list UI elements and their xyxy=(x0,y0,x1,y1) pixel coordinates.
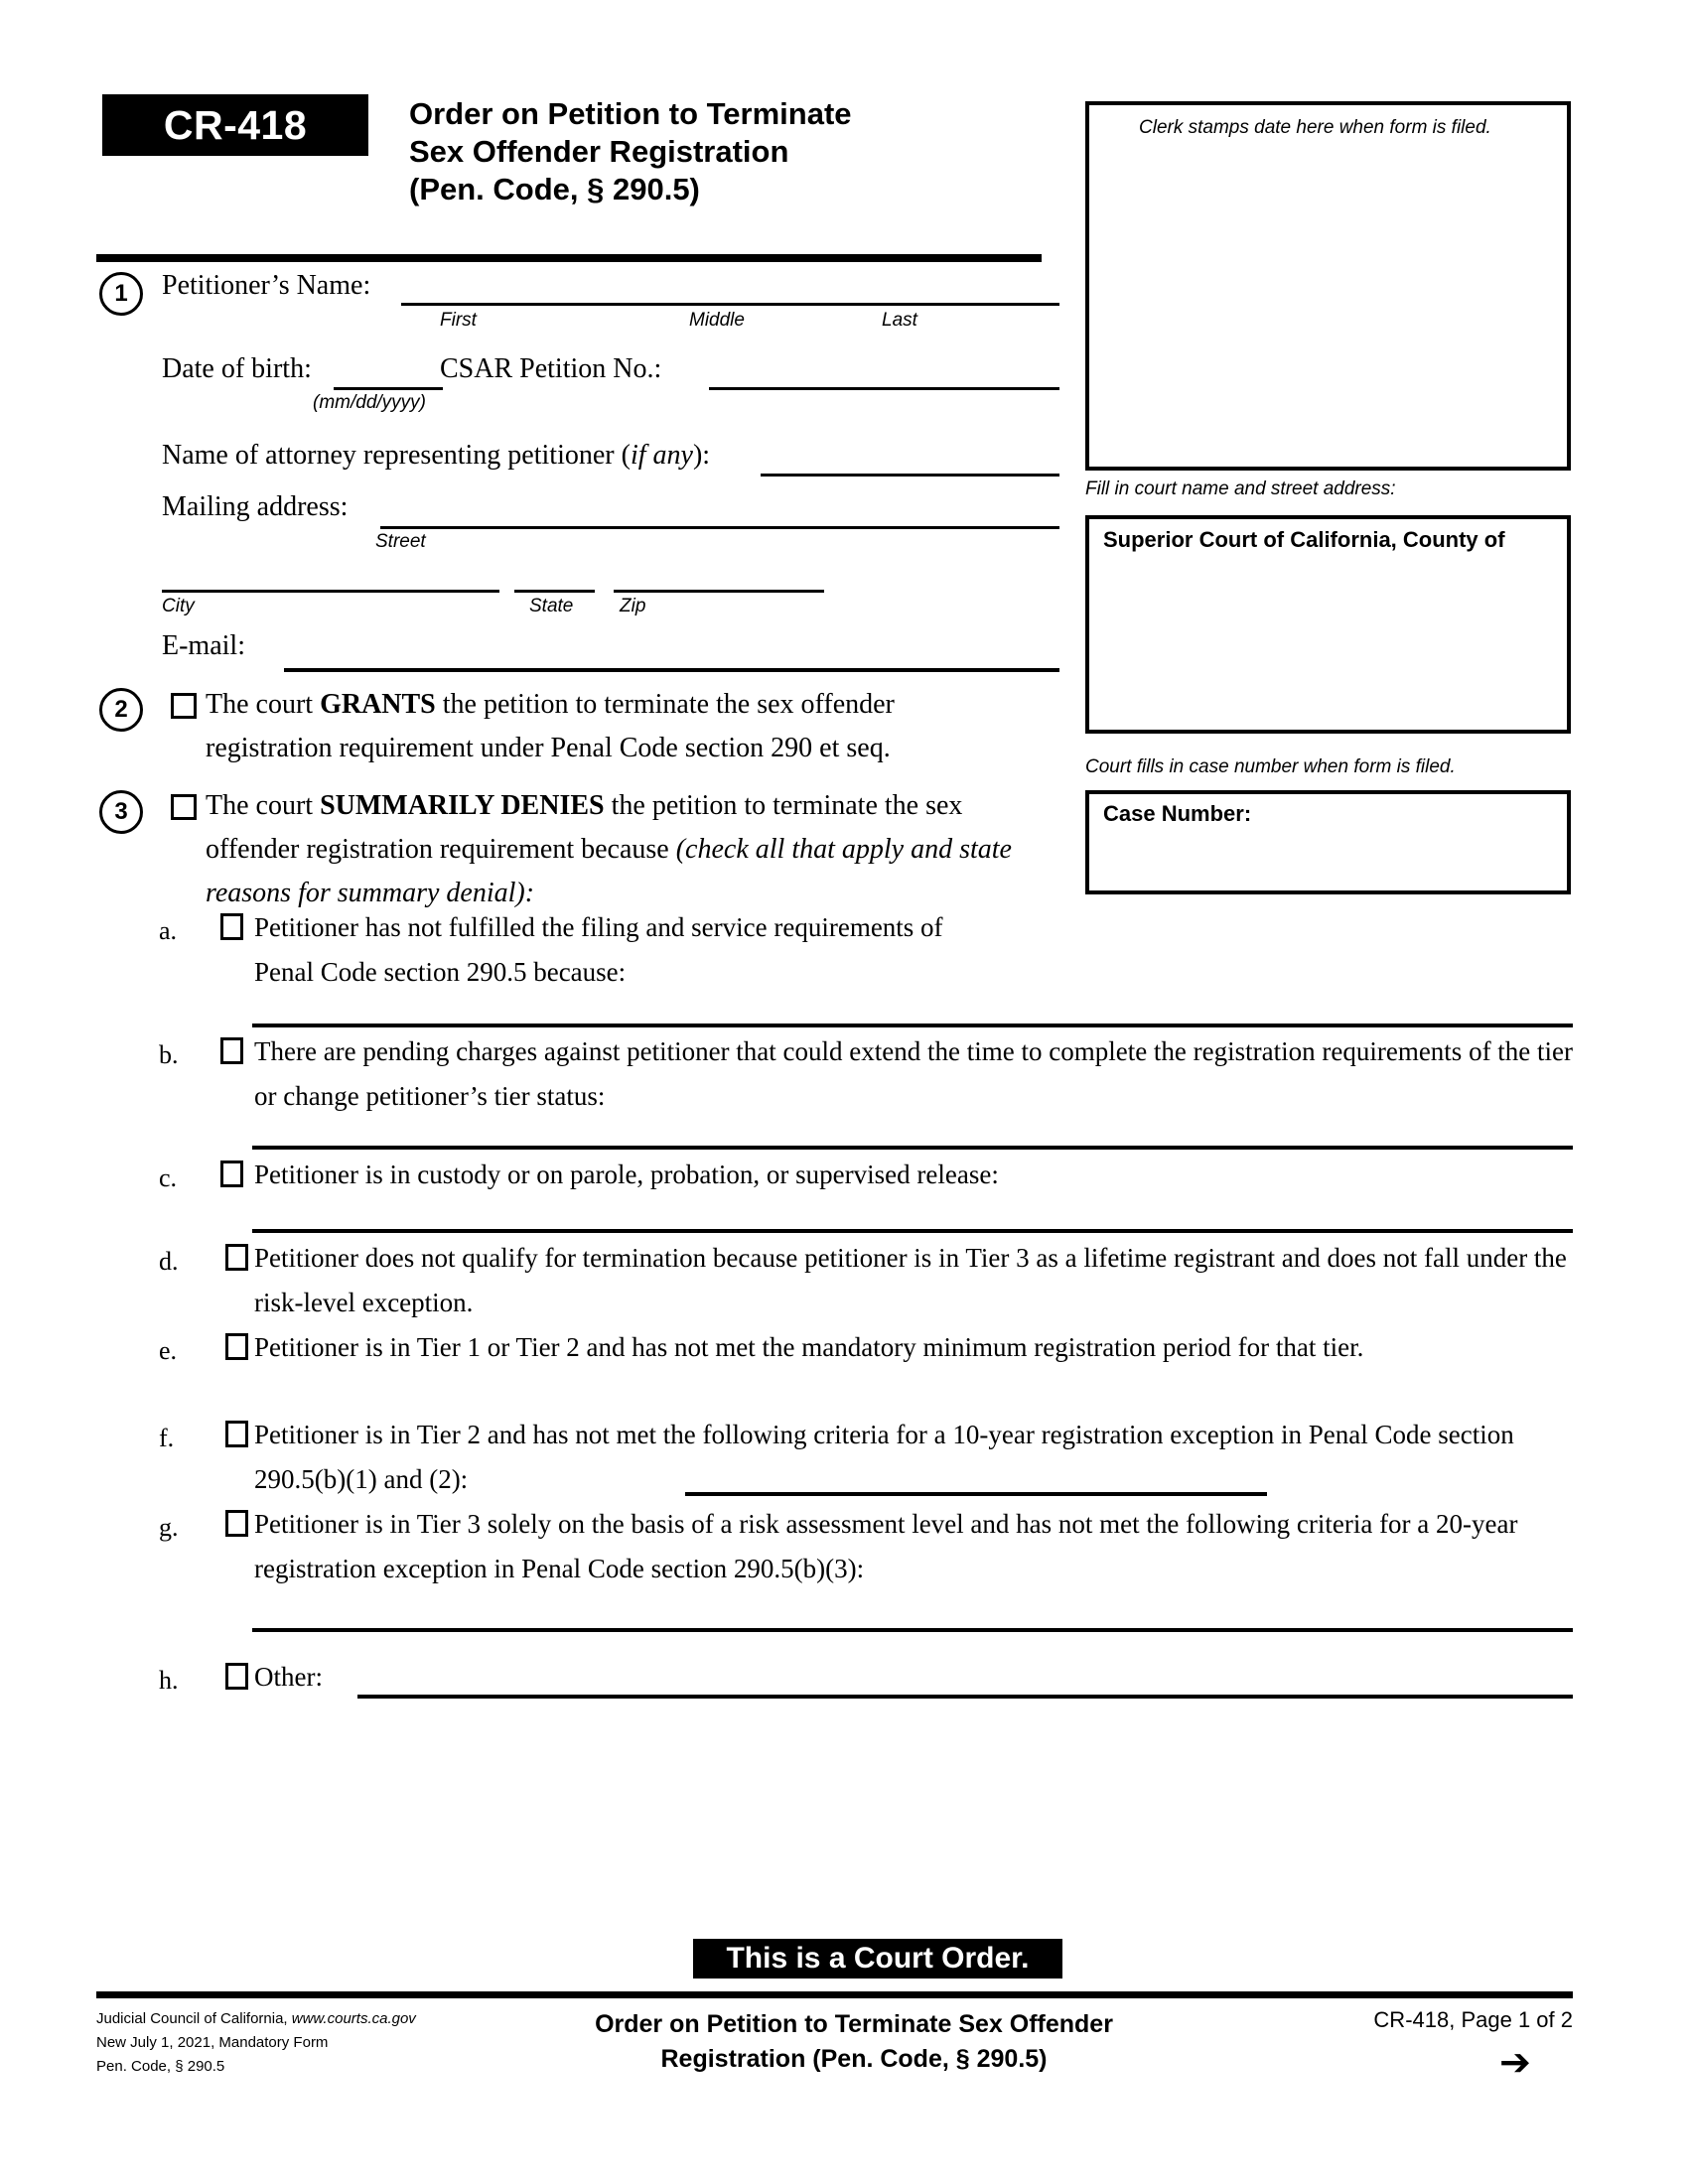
case-number-box[interactable] xyxy=(1085,790,1571,894)
subitem-f-write-in-line[interactable] xyxy=(685,1492,1267,1496)
checkbox-subitem-h[interactable] xyxy=(225,1663,248,1690)
court-name-label: Superior Court of California, County of xyxy=(1103,527,1505,552)
case-number-label: Case Number: xyxy=(1103,801,1252,826)
page-title xyxy=(409,95,1045,207)
footer-center-line-1: Order on Petition to Terminate Sex Offender xyxy=(595,2010,1113,2038)
hint-street: Street xyxy=(375,531,426,552)
item-3-mid: the petition to terminate the sex offender registration requirement because xyxy=(206,790,963,865)
subitem-b-write-in-line[interactable] xyxy=(252,1146,1573,1150)
street-input[interactable] xyxy=(380,526,1059,529)
footer-center-line-2: Registration (Pen. Code, § 290.5) xyxy=(660,2045,1048,2073)
email-input[interactable] xyxy=(284,668,1059,672)
item-3-italic: (check all that apply and state reasons for summary denial): xyxy=(206,834,1012,908)
checkbox-subitem-g[interactable] xyxy=(225,1510,248,1537)
attorney-label-tail: ): xyxy=(692,440,711,471)
hint-last: Last xyxy=(882,310,917,331)
form-number-badge: CR-418 xyxy=(102,94,368,156)
title-line-3: (Pen. Code, § 290.5) xyxy=(409,171,700,206)
subitem-text-g: Petitioner is in Tier 3 solely on the basis of a risk assessment level and has not met the following criteria for a 20-year registration exception in Penal Code section 290.5(b)(3): xyxy=(254,1509,1518,1583)
footer-council-text: Judicial Council of California, xyxy=(96,2010,292,2027)
dob-input[interactable] xyxy=(334,387,443,390)
dob-label: Date of birth: xyxy=(162,353,312,384)
attorney-label-plain: Name of attorney representing petitioner ( xyxy=(162,440,631,471)
footer-left-line-1 xyxy=(96,2007,416,2031)
hint-zip: Zip xyxy=(620,596,646,616)
subitem-text-d: Petitioner does not qualify for termination because petitioner is in Tier 3 as a lifetime registrant and does not fall under the risk-level exception. xyxy=(254,1243,1567,1317)
subitem-letter-c: c. xyxy=(159,1163,178,1192)
court-name-box[interactable] xyxy=(1085,515,1571,734)
title-line-2: Sex Offender Registration xyxy=(409,133,789,169)
item-number-2: 2 xyxy=(99,688,143,732)
subitem-letter-h: h. xyxy=(159,1666,179,1695)
subitem-c-write-in-line[interactable] xyxy=(252,1229,1573,1233)
hint-first: First xyxy=(440,310,477,331)
attorney-name-label xyxy=(162,442,710,470)
footer-left-line-2: New July 1, 2021, Mandatory Form xyxy=(96,2034,329,2051)
subitem-letter-b: b. xyxy=(159,1040,179,1069)
item-number-3: 3 xyxy=(99,790,143,834)
footer-divider xyxy=(96,1991,1573,1998)
footer-left-line-3: Pen. Code, § 290.5 xyxy=(96,2058,225,2075)
subitem-letter-f: f. xyxy=(159,1424,175,1452)
checkbox-subitem-f[interactable] xyxy=(225,1421,248,1447)
mailing-address-label: Mailing address: xyxy=(162,491,349,522)
item-2-after: the petition to terminate the sex offender registration requirement under Penal Code section 290 et seq. xyxy=(206,689,895,763)
court-order-banner: This is a Court Order. xyxy=(693,1939,1062,1979)
zip-input[interactable] xyxy=(614,590,824,593)
hint-state: State xyxy=(529,596,574,616)
subitem-g-write-in-line[interactable] xyxy=(252,1628,1573,1632)
subitem-letter-g: g. xyxy=(159,1513,179,1542)
subitem-a-write-in-line[interactable] xyxy=(252,1024,1573,1027)
subitem-text-a: Petitioner has not fulfilled the filing and service requirements of Penal Code section 290.5 because: xyxy=(254,912,943,987)
dob-hint: (mm/dd/yyyy) xyxy=(313,392,426,413)
footer-page-indicator: CR-418, Page 1 of 2 xyxy=(1373,2007,1573,2032)
footer-left-block xyxy=(96,2007,416,2079)
checkbox-subitem-c[interactable] xyxy=(220,1160,243,1187)
subitem-text-c: Petitioner is in custody or on parole, probation, or supervised release: xyxy=(254,1160,999,1189)
hint-middle: Middle xyxy=(689,310,745,331)
court-name-caption: Fill in court name and street address: xyxy=(1085,478,1396,499)
item-2-before: The court xyxy=(206,689,321,720)
subitem-text-e: Petitioner is in Tier 1 or Tier 2 and has not met the mandatory minimum registration period for that tier. xyxy=(254,1332,1364,1362)
petitioner-name-label: Petitioner’s Name: xyxy=(162,270,371,301)
footer-website-link[interactable]: www.courts.ca.gov xyxy=(291,2010,416,2027)
subitem-letter-d: d. xyxy=(159,1247,179,1276)
checkbox-subitem-b[interactable] xyxy=(220,1037,243,1064)
state-input[interactable] xyxy=(514,590,595,593)
attorney-name-input[interactable] xyxy=(761,474,1059,477)
subitem-letter-e: e. xyxy=(159,1336,178,1365)
next-page-arrow-icon: ➔ xyxy=(1499,2040,1531,2084)
item-2-bold: GRANTS xyxy=(320,689,436,720)
item-3-text xyxy=(206,784,1040,915)
subitem-letter-a: a. xyxy=(159,916,178,945)
case-number-caption: Court fills in case number when form is filed. xyxy=(1085,756,1456,777)
item-number-1: 1 xyxy=(99,272,143,316)
checkbox-summarily-denies[interactable] xyxy=(171,794,197,820)
email-label: E-mail: xyxy=(162,630,245,661)
subitem-text-h: Other: xyxy=(254,1662,323,1692)
checkbox-subitem-a[interactable] xyxy=(220,913,243,940)
item-3-bold: SUMMARILY DENIES xyxy=(320,790,605,821)
checkbox-grants[interactable] xyxy=(171,693,197,719)
clerk-stamp-instruction: Clerk stamps date here when form is filed. xyxy=(1139,117,1491,138)
checkbox-subitem-d[interactable] xyxy=(225,1244,248,1271)
hint-city: City xyxy=(162,596,195,616)
item-2-text xyxy=(206,683,980,770)
header-divider xyxy=(96,254,1042,262)
petitioner-name-input[interactable] xyxy=(401,303,1059,306)
csar-petition-label: CSAR Petition No.: xyxy=(440,353,662,384)
checkbox-subitem-e[interactable] xyxy=(225,1333,248,1360)
city-input[interactable] xyxy=(162,590,499,593)
footer-center-block xyxy=(477,2007,1231,2077)
subitem-text-b: There are pending charges against petitioner that could extend the time to complete the registration requirements of the tier or change petitioner’s tier status: xyxy=(254,1036,1574,1111)
clerk-stamp-box xyxy=(1085,101,1571,471)
subitem-text-f: Petitioner is in Tier 2 and has not met the following criteria for a 10-year registration exception in Penal Code section 290.5(b)(1) and (2): xyxy=(254,1420,1514,1494)
csar-petition-input[interactable] xyxy=(709,387,1059,390)
item-3-before: The court xyxy=(206,790,321,821)
title-line-1: Order on Petition to Terminate xyxy=(409,96,852,131)
subitem-h-write-in-line[interactable] xyxy=(357,1695,1573,1699)
attorney-label-italic: if any xyxy=(630,440,693,471)
